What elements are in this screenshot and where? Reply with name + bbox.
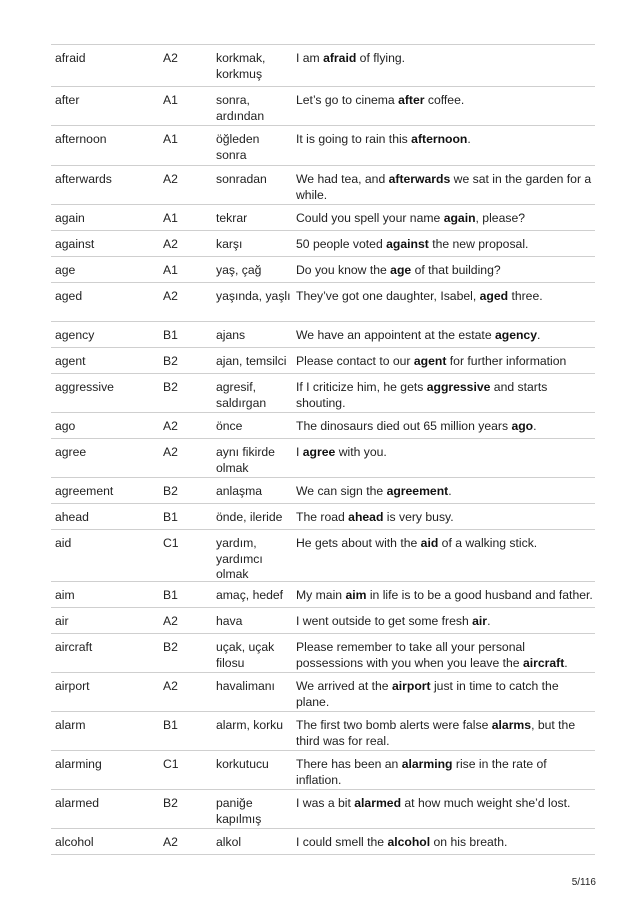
level-cell: A2 [163,237,178,251]
word-cell: agency [55,328,95,342]
translation-cell: paniğe kapılmış [216,796,262,826]
table-row [51,504,595,530]
example-cell: I am afraid of flying. [296,51,406,65]
highlighted-word: alcohol [387,835,431,849]
example-cell: They’ve got one daughter, Isabel, aged three. [296,289,543,303]
example-cell: We arrived at the airport just in time to catch the plane. [296,679,559,709]
example-cell: The dinosaurs died out 65 million years ago. [296,419,537,433]
translation-cell: ajan, temsilci [216,354,287,368]
highlighted-word: aircraft [522,655,565,670]
table-row [51,413,595,439]
translation-cell: korkmak, korkmuş [216,51,266,81]
table-row [51,166,595,205]
translation-cell: sonradan [216,172,267,186]
level-cell: A2 [163,419,178,433]
translation-cell: korkutucu [216,757,269,771]
word-cell: airport [55,679,90,693]
table-row [51,478,595,504]
word-cell: alcohol [55,835,94,849]
highlighted-word: ago [511,419,534,433]
highlighted-word: again [443,211,476,225]
table-row [51,348,595,374]
word-cell: ago [55,419,76,433]
level-cell: A2 [163,679,178,693]
level-cell: A1 [163,211,178,225]
example-cell: Please remember to take all your personal possessions with you when you leave the aircraft. [296,640,568,670]
level-cell: A2 [163,172,178,186]
translation-cell: karşı [216,237,243,251]
word-cell: alarmed [55,796,100,810]
level-cell: B2 [163,484,178,498]
translation-cell: yardım, yardımcı olmak [216,536,263,581]
word-cell: again [55,211,85,225]
example-cell: My main aim in life is to be a good husband and father. [296,588,593,602]
level-cell: B2 [163,380,178,394]
translation-cell: amaç, hedef [216,588,284,602]
level-cell: A2 [163,614,178,628]
word-cell: afterwards [55,172,112,186]
level-cell: C1 [163,536,179,550]
translation-cell: havalimanı [216,679,275,693]
table-row [51,439,595,478]
example-cell: 50 people voted against the new proposal. [296,237,529,251]
highlighted-word: aim [345,588,367,602]
highlighted-word: alarming [401,757,453,771]
word-cell: aged [55,289,83,303]
word-cell: after [55,93,80,107]
example-cell: It is going to rain this afternoon. [296,132,471,146]
level-cell: A2 [163,51,178,65]
highlighted-word: agreement [386,484,449,498]
highlighted-word: age [390,263,412,277]
highlighted-word: aid [420,536,439,550]
table-row [51,582,595,608]
table-row [51,45,595,87]
level-cell: A1 [163,263,178,277]
translation-cell: yaşında, yaşlı [216,289,291,303]
word-cell: agree [55,445,87,459]
translation-cell: uçak, uçak filosu [216,640,275,670]
word-cell: against [55,237,95,251]
table-row [51,530,595,582]
translation-cell: önce [216,419,243,433]
highlighted-word: agency [494,328,537,342]
translation-cell: alarm, korku [216,718,284,732]
level-cell: A2 [163,289,178,303]
highlighted-word: afterwards [388,172,451,186]
level-cell: B2 [163,796,178,810]
example-cell: I could smell the alcohol on his breath. [296,835,508,849]
highlighted-word: agree [302,445,336,459]
example-cell: We have an appointent at the estate agency. [296,328,541,342]
word-cell: agreement [55,484,114,498]
example-cell: Let’s go to cinema after coffee. [296,93,465,107]
table-row [51,126,595,166]
table-row [51,634,595,673]
translation-cell: sonra, ardından [216,93,265,123]
level-cell: A1 [163,132,178,146]
example-cell: Do you know the age of that building? [296,263,501,277]
highlighted-word: after [398,93,425,107]
example-cell: We can sign the agreement. [296,484,452,498]
translation-cell: tekrar [216,211,248,225]
word-cell: aggressive [55,380,114,394]
highlighted-word: aggressive [426,380,491,394]
translation-cell: anlaşma [216,484,263,498]
level-cell: B2 [163,354,178,368]
example-cell: The first two bomb alerts were false alarms, but the third was for real. [296,718,576,748]
highlighted-word: ahead [348,510,384,524]
example-cell: We had tea, and afterwards we sat in the garden for a while. [296,172,592,202]
word-cell: ahead [55,510,89,524]
translation-cell: yaş, çağ [216,263,262,277]
highlighted-word: agent [413,354,447,368]
table-row [51,231,595,257]
example-cell: He gets about with the aid of a walking stick. [296,536,538,550]
highlighted-word: aged [479,289,509,303]
highlighted-word: air [472,614,488,628]
table-row [51,673,595,712]
table-row [51,751,595,790]
word-cell: afraid [55,51,86,65]
vocabulary-table [51,44,595,855]
highlighted-word: airport [391,679,431,693]
highlighted-word: alarmed [354,796,402,810]
example-cell: The road ahead is very busy. [296,510,454,524]
translation-cell: ajans [216,328,246,342]
highlighted-word: against [386,237,429,251]
word-cell: agent [55,354,86,368]
example-cell: If I criticize him, he gets aggressive and starts shouting. [296,380,548,410]
table-row [51,87,595,126]
translation-cell: hava [216,614,243,628]
translation-cell: öğleden sonra [216,132,260,162]
translation-cell: agresif, saldırgan [216,380,267,410]
example-cell: Please contact to our agent for further information [296,354,567,368]
example-cell: Could you spell your name again, please? [296,211,525,225]
example-cell: I was a bit alarmed at how much weight she’d lost. [296,796,571,810]
level-cell: A1 [163,93,178,107]
level-cell: A2 [163,445,178,459]
table-row [51,829,595,855]
table-row [51,608,595,634]
example-cell: There has been an alarming rise in the rate of inflation. [296,757,547,787]
word-cell: aim [55,588,75,602]
level-cell: B1 [163,718,178,732]
word-cell: air [55,614,69,628]
translation-cell: önde, ileride [216,510,283,524]
translation-cell: alkol [216,835,242,849]
word-cell: aircraft [55,640,93,654]
level-cell: B2 [163,640,178,654]
table-row [51,712,595,751]
level-cell: B1 [163,328,178,342]
word-cell: afternoon [55,132,107,146]
highlighted-word: afternoon [411,132,468,146]
level-cell: B1 [163,510,178,524]
word-cell: alarming [55,757,102,771]
word-cell: age [55,263,76,277]
page-number: 5/116 [571,877,596,888]
table-row [51,790,595,829]
example-cell: I went outside to get some fresh air. [296,614,491,628]
table-row [51,283,595,322]
level-cell: B1 [163,588,178,602]
table-row [51,374,595,413]
highlighted-word: alarms [491,718,532,732]
level-cell: C1 [163,757,179,771]
example-cell: I agree with you. [296,445,387,459]
translation-cell: aynı fikirde olmak [216,445,275,475]
table-row [51,322,595,348]
word-cell: aid [55,536,72,550]
table-row [51,257,595,283]
level-cell: A2 [163,835,178,849]
table-row [51,205,595,231]
highlighted-word: afraid [323,51,357,65]
word-cell: alarm [55,718,86,732]
